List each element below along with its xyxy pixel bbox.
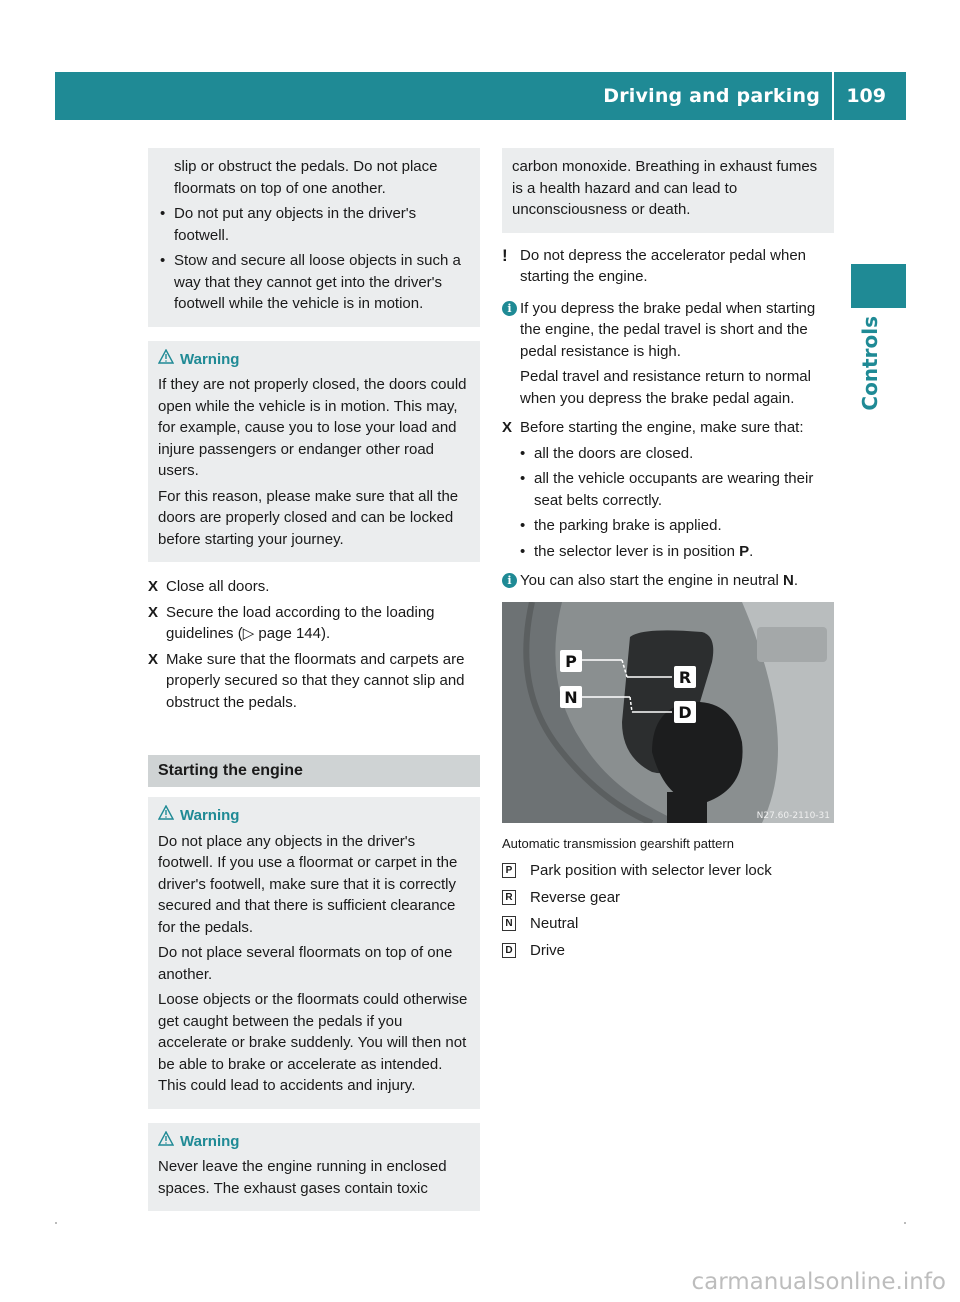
gearshift-illustration xyxy=(502,602,834,823)
continued-warning-box xyxy=(502,148,834,233)
step-text: Close all doors. xyxy=(166,578,270,595)
warning-box-doors xyxy=(148,341,480,563)
list-item-text: all the doors are closed. xyxy=(534,444,694,462)
list-item-text: all the vehicle occupants are wearing their seat belts correctly. xyxy=(534,470,814,509)
key-d-icon: D xyxy=(502,943,516,958)
left-column xyxy=(148,148,480,1211)
caution-text: Do not depress the accelerator pedal when starting the engine. xyxy=(520,246,807,285)
warning-triangle-icon xyxy=(158,1131,180,1153)
list-item-text: Do not put any objects in the driver's footwell. xyxy=(174,205,417,244)
step-text: Before starting the engine, make sure that: xyxy=(520,419,804,436)
watermark: carmanualsonline.info xyxy=(691,1269,946,1295)
step-item xyxy=(148,602,480,645)
warning-text: If they are not properly closed, the doors could open while the vehicle is in motion. This may, for example, cause you to lose your load and injure passengers or endanger other road users. xyxy=(158,376,467,479)
figure-label-d: D xyxy=(678,702,692,722)
warning-heading xyxy=(158,349,472,371)
warning-heading xyxy=(158,805,472,827)
key-p-icon: P xyxy=(502,863,516,878)
section-title: Starting the engine xyxy=(148,755,480,787)
info-icon: i xyxy=(502,573,517,588)
warning-text: For this reason, please make sure that all the doors are properly closed and can be locked before starting your journey. xyxy=(158,487,459,548)
warning-triangle-icon xyxy=(158,349,180,371)
step-arrow-icon: X xyxy=(148,650,159,668)
page-number: 109 xyxy=(846,85,886,107)
info-note xyxy=(502,570,834,592)
list-item: • the parking brake is applied. xyxy=(520,517,722,534)
list-item: • Do not put any objects in the driver's footwell. xyxy=(160,205,417,244)
info-note xyxy=(502,298,834,410)
figure-label-p: P xyxy=(565,651,577,671)
legend-text: Park position with selector lever lock xyxy=(530,862,772,879)
step-text: Make sure that the floormats and carpets are properly secured so that they cannot slip and obstruct the pedals. xyxy=(166,650,465,711)
warning-box-exhaust xyxy=(148,1123,480,1212)
step-arrow-icon: X xyxy=(148,578,159,595)
legend-item xyxy=(502,860,834,882)
steps-list xyxy=(148,576,480,713)
continued-text: carbon monoxide. Breathing in exhaust fumes is a health hazard and can lead to unconsciousness or death. xyxy=(512,158,818,218)
warning-triangle-icon xyxy=(158,805,180,827)
legend-item xyxy=(502,913,834,935)
list-item-text: the parking brake is applied. xyxy=(534,517,722,534)
figure-caption: Automatic transmission gearshift pattern xyxy=(502,835,734,851)
right-column xyxy=(502,148,834,966)
figure-label-r: R xyxy=(678,667,692,687)
warning-box-footwell xyxy=(148,797,480,1109)
list-item: • all the doors are closed. xyxy=(520,444,694,462)
legend-item xyxy=(502,940,834,962)
warning-label: Warning xyxy=(180,350,240,368)
side-tab-label: Controls xyxy=(858,316,882,411)
legend-text: Reverse gear xyxy=(530,888,621,906)
punctuation: . xyxy=(749,542,754,560)
punctuation: . xyxy=(793,572,798,589)
side-tab-block xyxy=(851,264,906,308)
step-arrow-icon: X xyxy=(502,419,513,436)
gearshift-figure xyxy=(502,602,834,823)
legend-text: Drive xyxy=(530,941,566,959)
list-item: • all the vehicle occupants are wearing their seat belts correctly. xyxy=(520,470,814,509)
continued-text: slip or obstruct the pedals. Do not place floormats on top of one another. xyxy=(174,158,438,197)
gear-letter: N xyxy=(782,572,794,589)
list-item-text: Stow and secure all loose objects in such a way that they cannot get into the driver's footwell while the vehicle is in motion. xyxy=(174,252,461,312)
warning-label: Warning xyxy=(180,1132,240,1150)
warning-text: Never leave the engine running in enclosed spaces. The exhaust gases contain toxic xyxy=(158,1158,447,1197)
warning-heading xyxy=(158,1131,472,1153)
gear-letter: P xyxy=(739,542,750,560)
step-arrow-icon: X xyxy=(148,603,159,621)
warning-text: Do not place any objects in the driver's footwell. If you use a floormat or carpet in the driver's footwell, make sure that it is correctly secured and that there is sufficient clearance for the pedals. xyxy=(158,832,458,936)
list-item-text: the selector lever is in position xyxy=(534,542,740,560)
step-item xyxy=(502,417,834,562)
list-item: • the selector lever is in position P. xyxy=(520,542,754,560)
caution-exclamation-icon: ! xyxy=(502,245,508,265)
warning-text: Do not place several floormats on top of one another. xyxy=(158,944,453,983)
step-item xyxy=(148,576,480,598)
key-n-icon: N xyxy=(502,916,516,931)
info-text: If you depress the brake pedal when starting the engine, the pedal travel is short and the pedal resistance is high. xyxy=(520,299,816,360)
continued-warning-box xyxy=(148,148,480,327)
legend-item xyxy=(502,887,834,909)
footer-mark xyxy=(904,1222,906,1224)
header-bar xyxy=(55,72,906,120)
caution-note xyxy=(502,245,834,288)
info-text: Pedal travel and resistance return to normal when you depress the brake pedal again. xyxy=(520,368,811,407)
warning-label: Warning xyxy=(180,807,240,824)
info-icon: i xyxy=(502,301,517,316)
header-divider xyxy=(832,72,834,120)
legend-text: Neutral xyxy=(530,915,579,932)
section-header-title: Driving and parking xyxy=(603,85,820,107)
side-tab xyxy=(848,316,908,436)
info-text: You can also start the engine in neutral xyxy=(520,572,783,589)
gear-legend xyxy=(502,860,834,961)
warning-text: Loose objects or the floormats could otherwise get caught between the pedals if you accelerate or brake suddenly. You will then not be able to brake or accelerate as intended. This could lead to accidents and injury. xyxy=(158,991,468,1094)
step-item xyxy=(148,649,480,714)
list-item: • Stow and secure all loose objects in such a way that they cannot get into the driver's footwell while the vehicle is in motion. xyxy=(160,252,461,312)
step-text[interactable]: Secure the load according to the loading guidelines (▷ page 144). xyxy=(166,603,435,642)
footer-mark xyxy=(55,1222,57,1224)
key-r-icon: R xyxy=(502,890,516,905)
figure-label-n: N xyxy=(564,687,578,707)
figure-code: N27.60-2110-31 xyxy=(756,810,830,821)
